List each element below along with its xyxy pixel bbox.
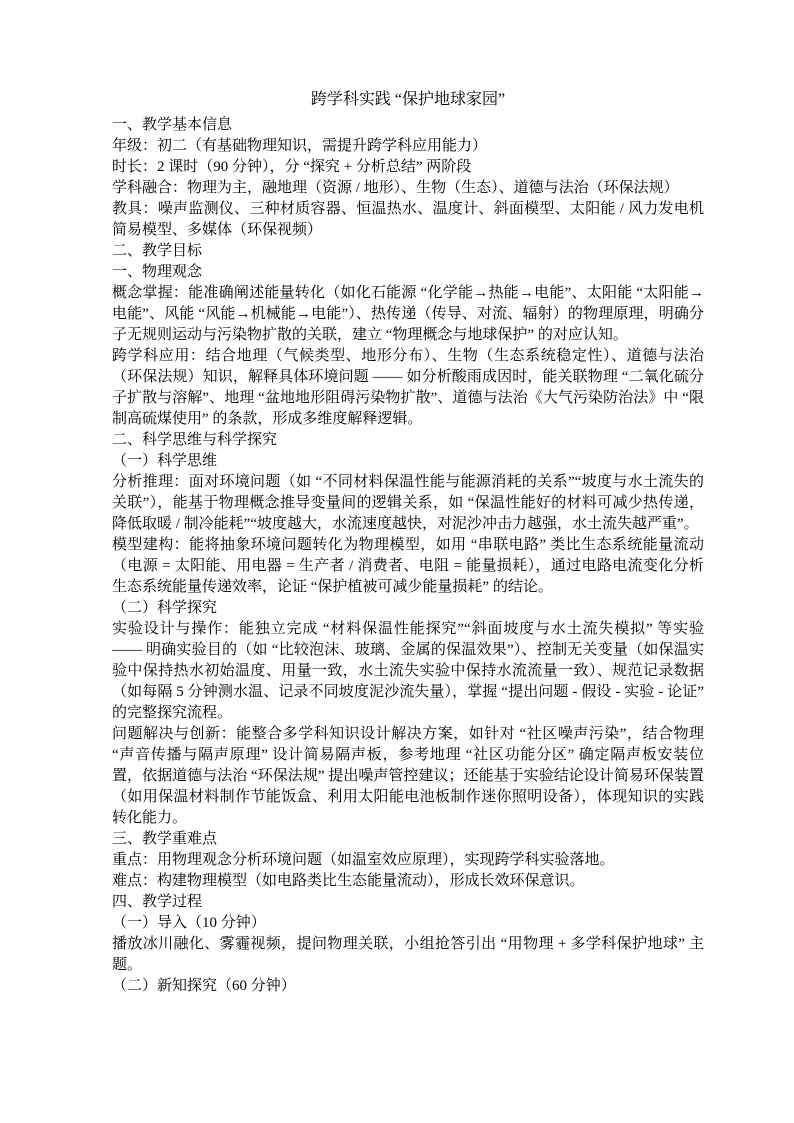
- paragraph: 一、物理观念: [112, 264, 203, 280]
- paragraph: 跨学科应用：结合地理（气候类型、地形分布）、生物（生态系统稳定性）、道德与法治（环保法规）知识，解释具体环境问题 —— 如分析酸雨成因时，能关联物理 “二氧化硫分子扩散与溶解”、地理 “盆地地形阻碍污染物扩散”、道德与法治《大气污染防治法》中 “限制高硫煤使用” 的条款，形成多维度解释逻辑。: [112, 348, 704, 427]
- paragraph: 二、科学思维与科学探究: [112, 432, 278, 448]
- document-title: 跨学科实践 “保护地球家园”: [310, 91, 506, 108]
- paragraph: 难点：构建物理模型（如电路类比生态能量流动），形成长效环保意识。: [112, 873, 585, 889]
- paragraph: 重点：用物理观念分析环境问题（如温室效应原理），实现跨学科实验落地。: [112, 852, 615, 868]
- paragraph: 年级：初二（有基础物理知识，需提升跨学科应用能力）: [112, 138, 488, 154]
- paragraph: 学科融合：物理为主，融地理（资源 / 地形）、生物（生态）、道德与法治（环保法规）: [112, 180, 679, 196]
- paragraph: 播放冰川融化、雾霾视频，提问物理关联，小组抢答引出 “用物理 + 多学科保护地球” 主题。: [112, 936, 704, 973]
- paragraph: 一、教学基本信息: [112, 117, 233, 133]
- paragraph: （二）新知探究（60 分钟）: [112, 978, 296, 994]
- paragraph: 概念掌握：能准确阐述能量转化（如化石能源 “化学能→热能→电能”、太阳能 “太阳能→电能”、风能 “风能→机械能→电能”）、热传递（传导、对流、辐射）的物理原理，明确分子无规则运动与污染物扩散的关联，建立 “物理概念与地球保护” 的对应认知。: [112, 285, 704, 343]
- paragraph: 分析推理：面对环境问题（如 “不同材料保温性能与能源消耗的关系”“坡度与水土流失的关联”），能基于物理概念推导变量间的逻辑关系，如 “保温性能好的材料可减少热传递，降低取暖 / 制冷能耗”“坡度越大，水流速度越快，对泥沙冲击力越强，水土流失越严重”。: [112, 474, 704, 532]
- paragraph: （二）科学探究: [112, 600, 218, 616]
- paragraph: 实验设计与操作：能独立完成 “材料保温性能探究”“斜面坡度与水土流失模拟” 等实验 —— 明确实验目的（如 “比较泡沫、玻璃、金属的保温效果”）、控制无关变量（如保温实验中保持热水初始温度、用量一致，水土流失实验中保持水流流量一致）、规范记录数据（如每隔 5 分钟测水温、记录不同坡度泥沙流失量），掌握 “提出问题 - 假设 - 实验 - 论证” 的完整探究流程。: [112, 621, 704, 721]
- paragraph: 时长：2 课时（90 分钟），分 “探究 + 分析总结” 两阶段: [112, 159, 472, 175]
- paragraph: 三、教学重难点: [112, 831, 218, 847]
- paragraph: 问题解决与创新：能整合多学科知识设计解决方案，如针对 “社区噪声污染”，结合物理 “声音传播与隔声原理” 设计简易隔声板，参考地理 “社区功能分区” 确定隔声板安装位置，依据道德与法治 “环保法规” 提出噪声管控建议；还能基于实验结论设计简易环保装置（如用保温材料制作节能饭盒、利用太阳能电池板制作迷你照明设备），体现知识的实践转化能力。: [112, 726, 704, 826]
- paragraph: （一）导入（10 分钟）: [112, 915, 266, 931]
- paragraph: 模型建构：能将抽象环境问题转化为物理模型，如用 “串联电路” 类比生态系统能量流动（电源 = 太阳能、用电器 = 生产者 / 消费者、电阻 = 能量损耗），通过电路电流变化分析生态系统能量传递效率，论证 “保护植被可减少能量损耗” 的结论。: [112, 537, 704, 595]
- paragraph: 二、教学目标: [112, 243, 203, 259]
- document-body: [112, 115, 704, 997]
- paragraph: （一）科学思维: [112, 453, 218, 469]
- paragraph: 四、教学过程: [112, 894, 203, 910]
- document-content: [112, 88, 704, 997]
- paragraph: 教具：噪声监测仪、三种材质容器、恒温热水、温度计、斜面模型、太阳能 / 风力发电机简易模型、多媒体（环保视频）: [112, 201, 704, 238]
